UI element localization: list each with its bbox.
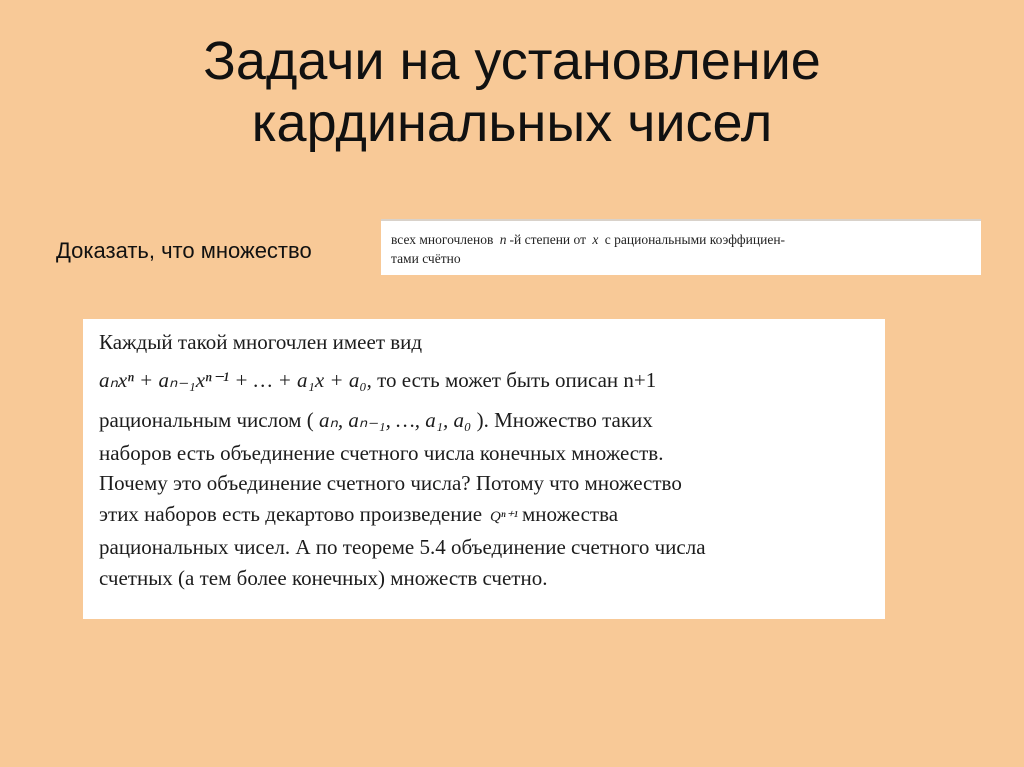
problem-text-a: всех многочленов: [391, 232, 494, 247]
solution-line-2-tail: , то есть может быть описан n+1: [366, 367, 657, 392]
problem-line-2: тами счётно: [391, 251, 461, 266]
lead-text: Доказать, что множество: [56, 238, 312, 263]
solution-line-3: [99, 398, 869, 438]
solution-line-2: [99, 358, 869, 398]
q-power-symbol: Qⁿ⁺¹: [490, 508, 519, 525]
solution-line-6-head: этих наборов есть декартово произведение: [99, 501, 483, 526]
problem-text-c: с рациональными коэффициен-: [604, 232, 786, 247]
solution-line-3-tail: ). Множество таких: [476, 407, 653, 432]
solution-line-8: счетных (а тем более конечных) множеств счетно.: [99, 565, 548, 590]
solution-image: [83, 319, 885, 619]
slide-title: [0, 30, 1024, 154]
problem-var-x: x: [592, 232, 599, 247]
solution-line-3-head: рациональным числом (: [99, 407, 314, 432]
solution-line-1: Каждый такой многочлен имеет вид: [99, 330, 423, 354]
solution-line-7: рациональных чисел. А по теореме 5.4 объединение счетного числа: [99, 535, 706, 559]
solution-line-6: [99, 499, 869, 533]
problem-statement-image: [381, 219, 981, 275]
slide-title-line-2: кардинальных чисел: [251, 93, 773, 153]
solution-line-4: наборов есть объединение счетного числа конечных множеств.: [99, 440, 664, 465]
tuple-formula: aₙ, aₙ₋₁, …, a₁, a₀: [318, 407, 472, 432]
problem-line-1: [391, 230, 969, 249]
solution-line-6-tail: множества: [522, 501, 619, 526]
solution-line-5: Почему это объединение счетного числа? Потому что множество: [99, 471, 682, 495]
slide-title-line-1: Задачи на установление: [203, 31, 821, 91]
problem-text-b: -й степени от: [509, 232, 587, 247]
problem-var-n: n: [499, 232, 507, 247]
polynomial-formula: aₙxⁿ + aₙ₋₁xⁿ⁻¹ + … + a₁x + a₀: [99, 367, 367, 392]
